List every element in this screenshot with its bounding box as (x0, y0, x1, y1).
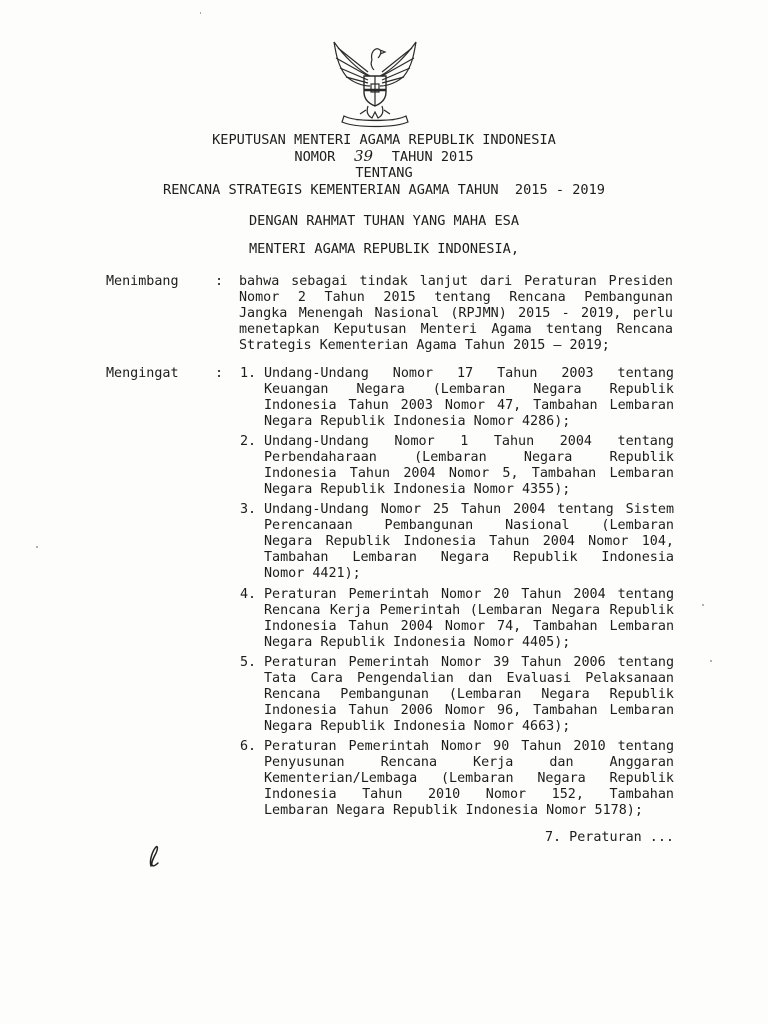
item-text (264, 587, 674, 651)
item-line: Keuangan Negara (Lembaran Negara Republik (264, 382, 674, 397)
decree-number-line (0, 148, 768, 165)
item-line: Negara Republik Indonesia Nomor 4663); (264, 719, 571, 734)
menimbang-label: Menimbang (106, 274, 179, 289)
issuer-title: MENTERI AGAMA REPUBLIK INDONESIA, (248, 241, 520, 257)
item-line: Peraturan Pemerintah Nomor 90 Tahun 2010 tentang (264, 739, 674, 754)
menimbang-line: Strategis Kementerian Agama Tahun 2015 – 2019; (239, 338, 610, 353)
tahun-label: TAHUN 2015 (391, 149, 474, 165)
menimbang-line: Nomor 2 Tahun 2015 tentang Rencana Pembangunan (239, 290, 673, 305)
item-line: Negara Republik Indonesia Nomor 4355); (264, 482, 571, 497)
item-line: Peraturan Pemerintah Nomor 20 Tahun 2004 tentang (264, 587, 674, 602)
item-line: Kementerian/Lembaga (Lembaran Negara Republik (264, 771, 674, 786)
item-line: Indonesia Tahun 2003 Nomor 47, Tambahan Lembaran (264, 398, 674, 413)
item-line: Perbendaharaan (Lembaran Negara Republik (264, 450, 674, 465)
item-line: Penyusunan Rencana Kerja dan Anggaran (264, 755, 674, 770)
item-number: 3. (240, 502, 257, 517)
item-line: Indonesia Tahun 2006 Nomor 96, Tambahan Lembaran (264, 703, 674, 718)
menimbang-line: bahwa sebagai tindak lanjut dari Peraturan Presiden (239, 274, 673, 289)
invocation: DENGAN RAHMAT TUHAN YANG MAHA ESA (248, 213, 520, 229)
tentang-label: TENTANG (355, 165, 413, 181)
menimbang-line: Jangka Menengah Nasional (RPJMN) 2015 - 2019, perlu (239, 306, 673, 321)
garuda-emblem-icon (322, 36, 428, 128)
mengingat-colon: : (215, 366, 224, 381)
scan-speck (710, 660, 712, 662)
item-line: Rencana Kerja Pemerintah (Lembaran Negara Republik (264, 603, 674, 618)
item-line: Negara Republik Indonesia Nomor 4286); (264, 414, 571, 429)
paraf-initial-icon (143, 844, 163, 868)
item-line: Negara Republik Indonesia Tahun 2004 Nomor 104, (264, 534, 674, 549)
item-text (264, 434, 674, 498)
mengingat-label: Mengingat (106, 366, 179, 381)
item-line: Lembaran Negara Republik Indonesia Nomor 5178); (264, 803, 643, 818)
item-text (264, 739, 674, 819)
item-number: 5. (240, 655, 257, 670)
item-line: Indonesia Tahun 2010 Nomor 152, Tambahan (264, 787, 674, 802)
menimbang-colon: : (215, 274, 224, 289)
scan-speck (702, 604, 704, 606)
item-line: Nomor 4421); (264, 566, 361, 581)
item-number: 4. (240, 587, 257, 602)
item-number: 2. (240, 434, 257, 449)
item-line: Rencana Pembangunan (Lembaran Negara Republik (264, 687, 674, 702)
item-line: Tambahan Lembaran Negara Republik Indonesia (264, 550, 674, 565)
item-text (264, 502, 674, 582)
item-line: Perencanaan Pembangunan Nasional (Lembaran (264, 518, 674, 533)
menimbang-line: menetapkan Keputusan Menteri Agama tentang Rencana (239, 322, 673, 337)
item-number: 1. (240, 366, 257, 381)
item-line: Indonesia Tahun 2004 Nomor 74, Tambahan Lembaran (264, 619, 674, 634)
nomor-label: NOMOR (294, 149, 336, 165)
item-line: Undang-Undang Nomor 1 Tahun 2004 tentang (264, 434, 674, 449)
item-line: Peraturan Pemerintah Nomor 39 Tahun 2006 tentang (264, 655, 674, 670)
item-number: 6. (240, 739, 257, 754)
scan-speck (200, 12, 201, 14)
item-text (264, 366, 674, 430)
item-text (264, 655, 674, 735)
next-page-reference: 7. Peraturan ... (545, 830, 674, 845)
item-line: Indonesia Tahun 2004 Nomor 5, Tambahan Lembaran (264, 466, 674, 481)
item-line: Negara Republik Indonesia Nomor 4405); (264, 635, 571, 650)
item-line: Tata Cara Pengendalian dan Evaluasi Pelaksanaan (264, 671, 674, 686)
decree-subject: RENCANA STRATEGIS KEMENTERIAN AGAMA TAHUN 2015 - 2019 (163, 182, 605, 198)
decree-title: KEPUTUSAN MENTERI AGAMA REPUBLIK INDONESIA (212, 132, 556, 148)
nomor-value: 39 (353, 147, 374, 165)
item-line: Undang-Undang Nomor 17 Tahun 2003 tentang (264, 366, 674, 381)
scan-speck (36, 546, 38, 548)
menimbang-text (239, 274, 673, 354)
item-line: Undang-Undang Nomor 25 Tahun 2004 tentang Sistem (264, 502, 674, 517)
